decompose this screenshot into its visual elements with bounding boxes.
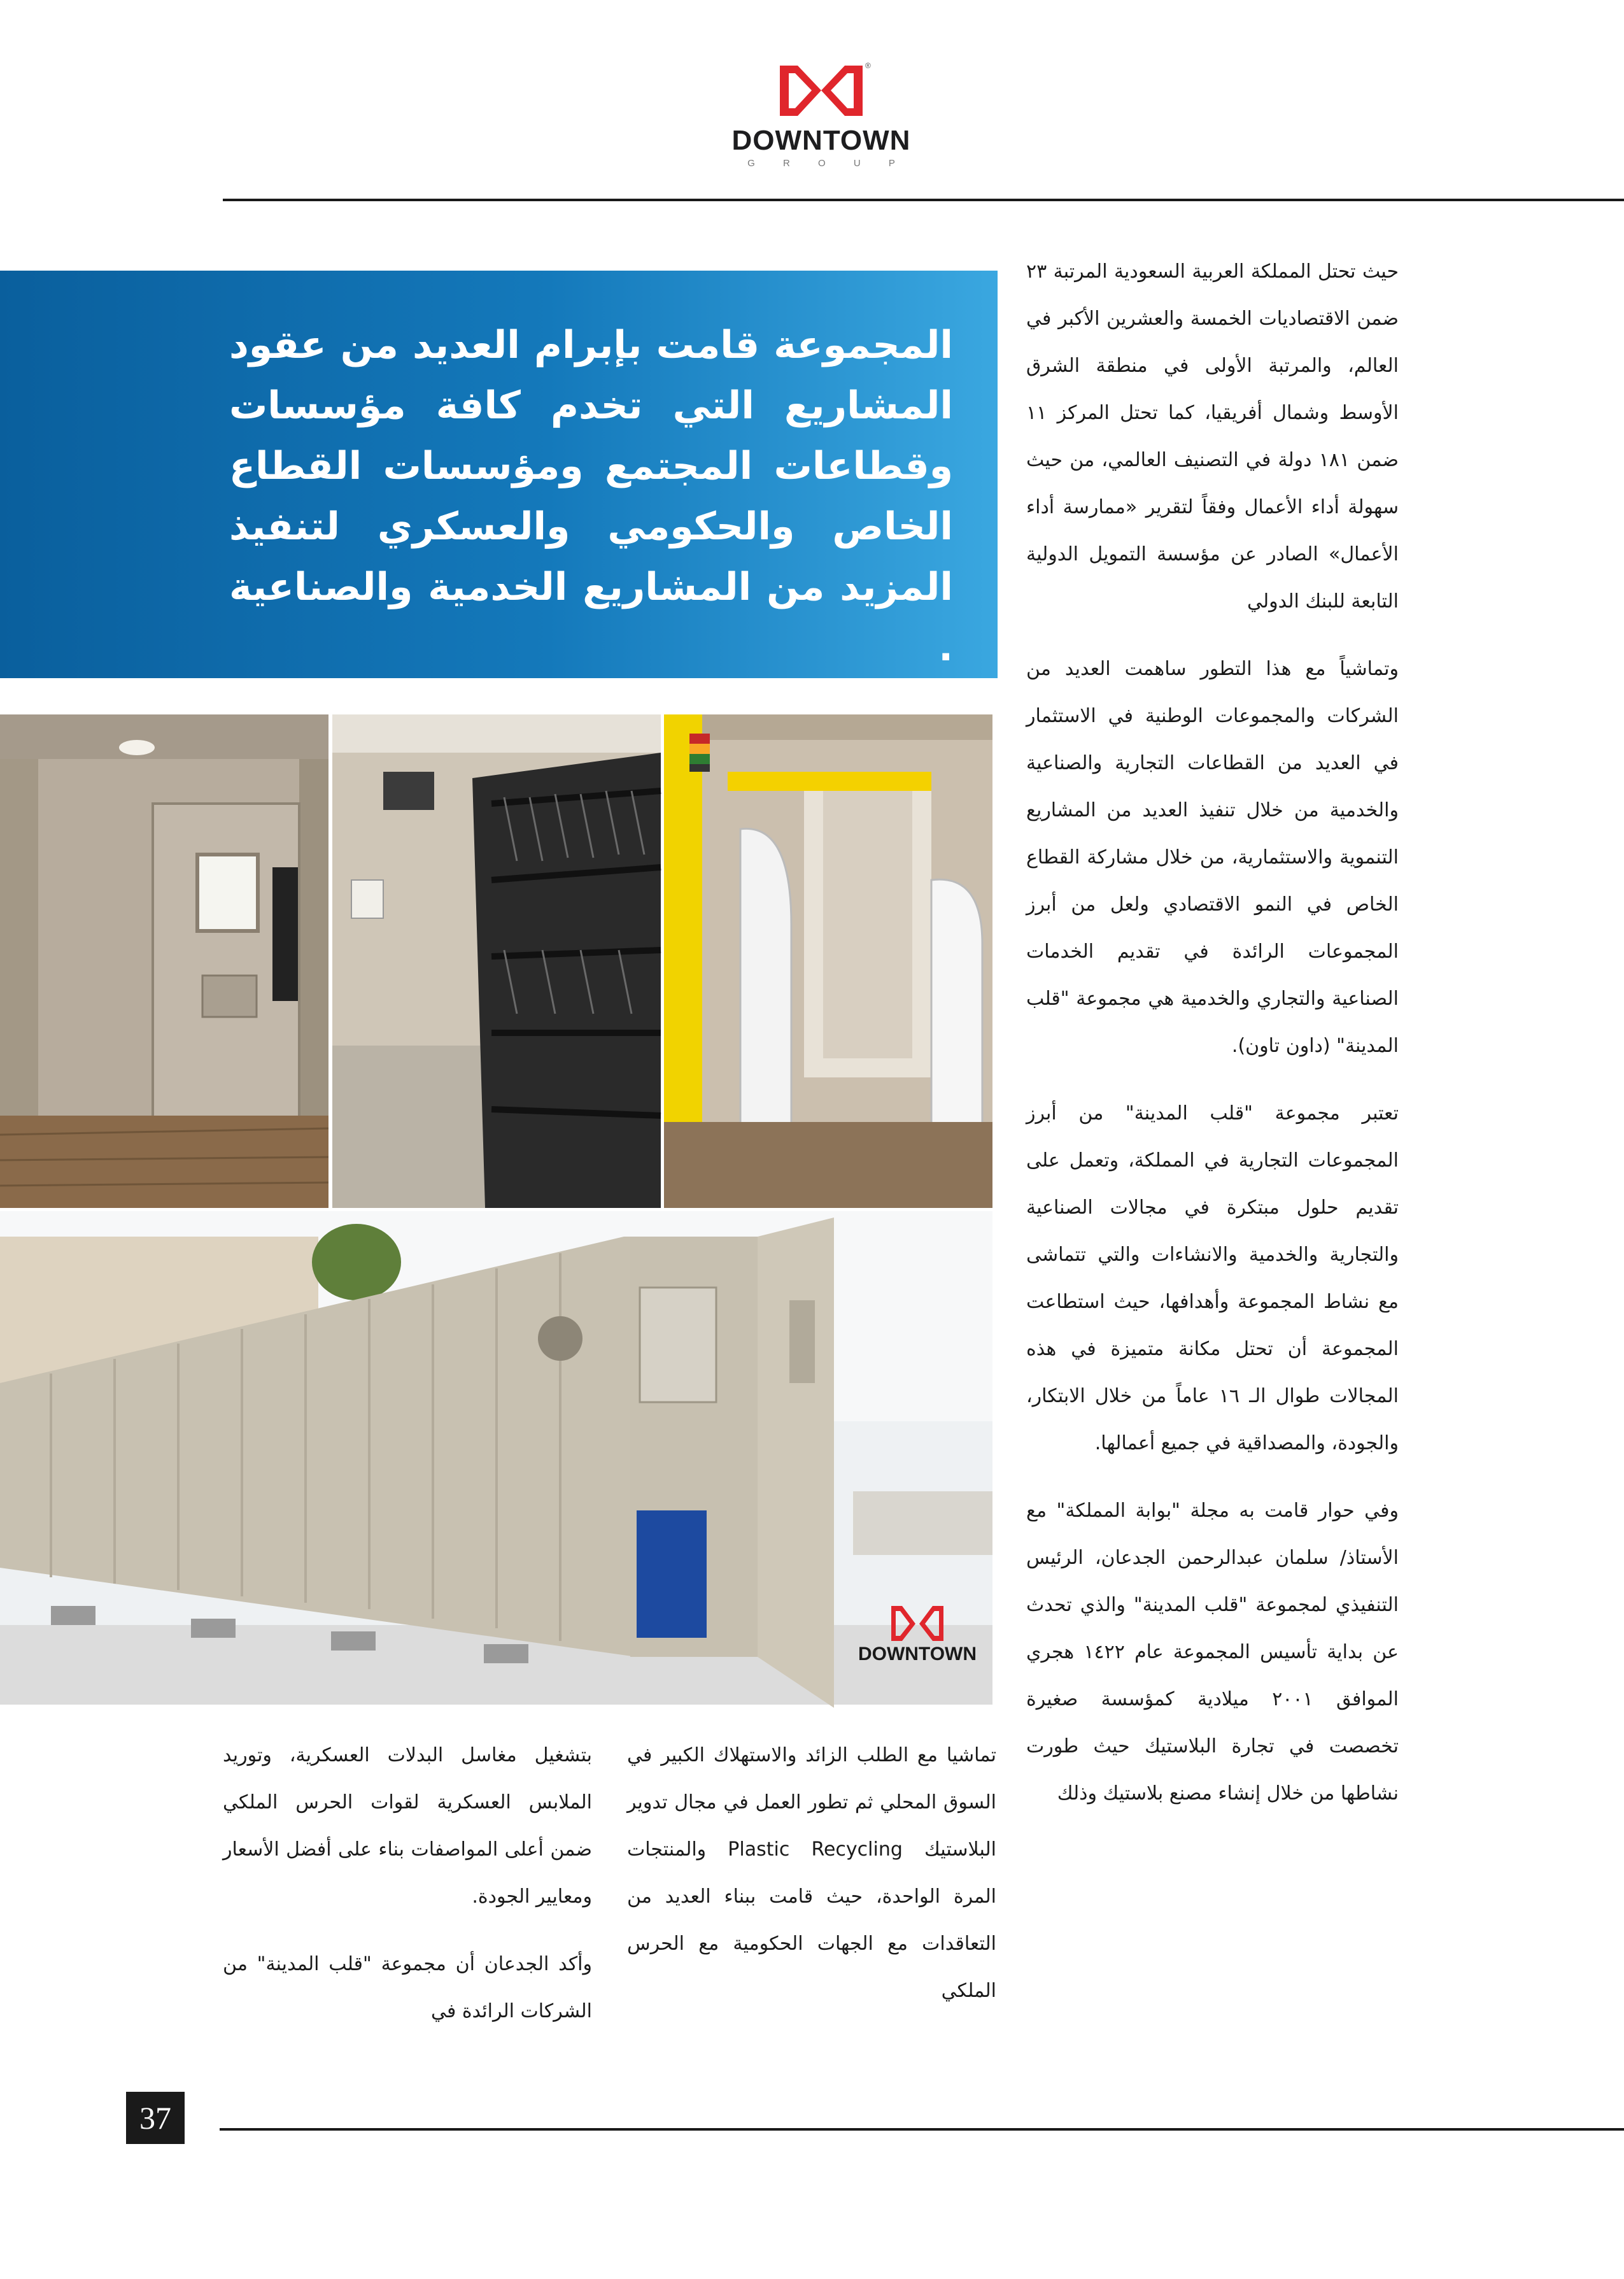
paragraph: حيث تحتل المملكة العربية السعودية المرتبة ٢٣ ضمن الاقتصاديات الخمسة والعشرين الأكبر في العالم، والمرتبة الأولى في منطقة الشرق الأوسط وشمال أفريقيا، كما تحتل المركز ١١ ضمن ١٨١ دولة في التصنيف العالمي، من حيث سهولة أداء الأعمال وفقاً لتقرير «ممارسة أداء الأعمال» الصادر عن مؤسسة التمويل الدولية التابعة للبنك الدولي <box>1026 260 1399 613</box>
paragraph: وأكد الجدعان أن مجموعة "قلب المدينة" من الشركات الرائدة في <box>223 1953 592 2022</box>
paragraph: تعتبر مجموعة "قلب المدينة" من أبرز المجموعات التجارية في المملكة، وتعمل على تقديم حلول مبتكرة في مجالات الصناعية والتجارية والخدمية والانشاءات والتي تتماشى مع نشاط المجموعة وأهدافها، حيث استطاعت المجموعة أن تحتل مكانة متميزة في هذه المجالات طوال الـ ١٦ عاماً من خلال الابتكار، والجودة، والمصداقية في جميع أعمالها. <box>1026 1102 1399 1454</box>
photo-brand-name: DOWNTOWN <box>858 1644 977 1665</box>
paragraph: تماشيا مع الطلب الزائد والاستهلاك الكبير في السوق المحلي ثم تطور العمل في مجال تدوير البلاستيك Plastic Recycling والمنتجات المرة الواحدة، حيث قامت ببناء العديد من التعاقدات مع الجهات الحكومية مع الحرس الملكي <box>627 1744 996 2002</box>
banner-quote: المجموعة قامت بإبرام العديد من عقود المشاريع التي تخدم كافة مؤسسات وقطاعات المجتمع ومؤسسات القطاع الخاص والحكومي والعسكري لتنفيذ المزيد من المشاريع الخدمية والصناعية . <box>229 323 953 670</box>
paragraph: بتشغيل مغاسل البدلات العسكرية، وتوريد الملابس العسكرية لقوات الحرس الملكي ضمن أعلى المواصفات بناء على أفضل الأسعار ومعايير الجودة. <box>223 1744 592 1908</box>
photo-container <box>0 1211 992 1705</box>
page-number: 37 <box>126 2092 185 2144</box>
photo-security-scanner <box>664 714 992 1208</box>
quote-banner <box>0 271 998 678</box>
registered-mark: ® <box>865 61 871 70</box>
text-column-right <box>1026 248 1399 1838</box>
paragraph: وتماشياً مع هذا التطور ساهمت العديد من الشركات والمجموعات الوطنية في الاستثمار في العديد من القطاعات التجارية والصناعية والخدمية من خلال تنفيذ العديد من المشاريع التنموية والاستثمارية، من خلال مشاركة القطاع الخاص في النمو الاقتصادي ولعل من أبرز المجموعات الرائدة في تقديم الخدمات الصناعية والتجاري والخدمية هي مجموعة "قلب المدينة" (داون تاون). <box>1026 658 1399 1057</box>
text-column-left <box>223 1732 592 2055</box>
header-rule <box>223 199 1624 201</box>
brand-name: DOWNTOWN <box>731 125 911 156</box>
paragraph: وفي حوار قامت به مجلة "بوابة المملكة" مع الأستاذ/ سلمان عبدالرحمن الجدعان، الرئيس التنفيذي لمجموعة "قلب المدينة" والذي تحدث عن بداية تأسيس المجموعة عام ١٤٢٢ هجري الموافق ٢٠٠١ ميلادية كمؤسسة صغيرة تخصصت في تجارة البلاستيك حيث طورت نشاطها من خلال إنشاء مصنع بلاستيك وذلك <box>1026 1500 1399 1805</box>
brand-sub: G R O U P <box>747 158 908 169</box>
downtown-logo-icon <box>773 60 869 121</box>
photo-weapons-rack <box>332 714 661 1208</box>
text-column-middle <box>627 1732 996 2035</box>
footer-rule <box>220 2128 1624 2131</box>
brand-logo <box>719 60 923 169</box>
photo-security-room <box>0 714 328 1208</box>
